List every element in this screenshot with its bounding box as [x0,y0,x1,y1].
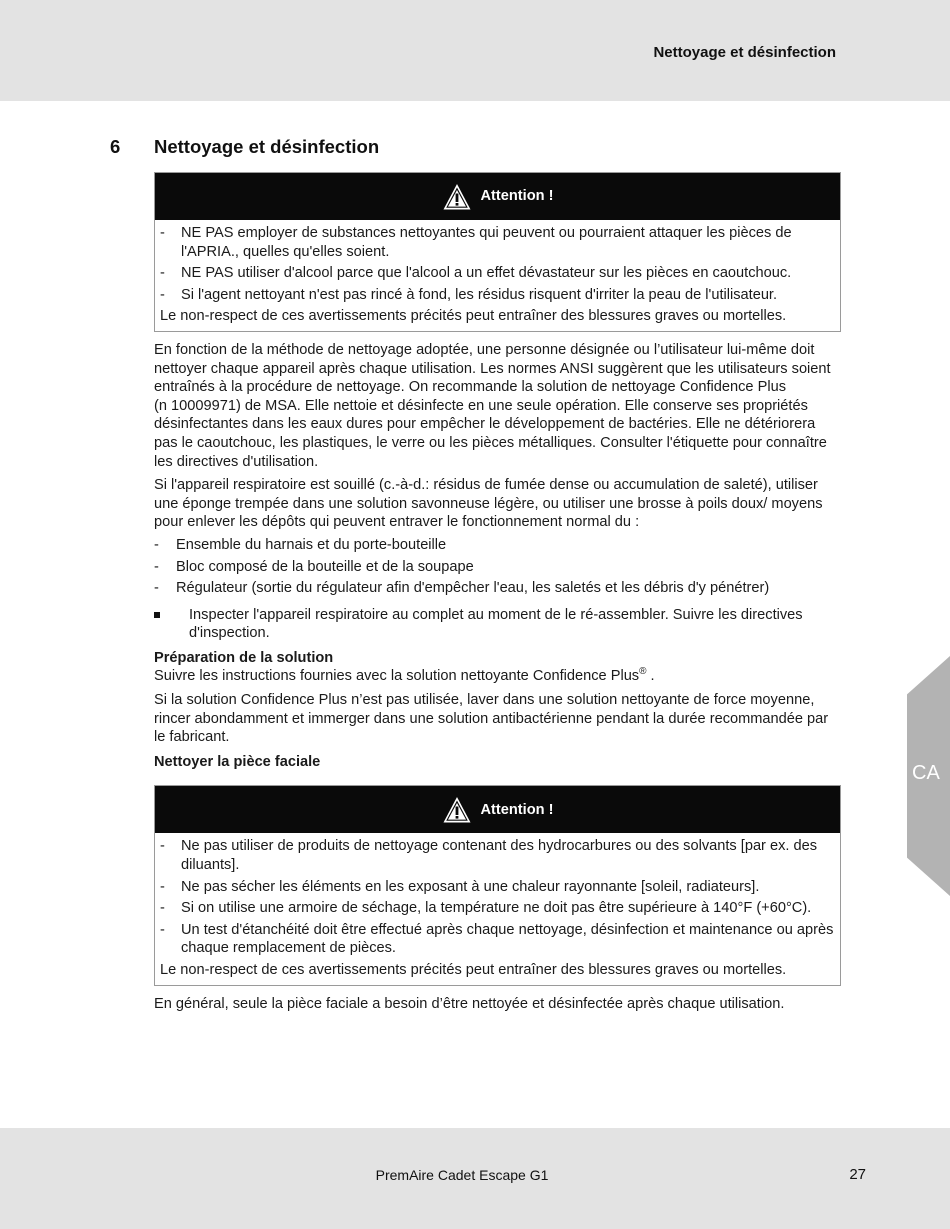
language-tab-label: CA [912,762,940,784]
warning-item: - Si on utilise une armoire de séchage, la température ne doit pas être supérieure à 140°F (+60°C). [160,900,812,917]
section-number: 6 [110,136,121,157]
warning-item: - Un test d'étanchéité doit être effectué après chaque nettoyage, désinfection et maintenance ou après chaque remplacement de pièces. [160,921,834,957]
action-bullet: Inspecter l'appareil respiratoire au complet au moment de le ré-assembler. Suivre les directives d'inspection. [154,606,841,643]
section-heading [110,136,379,158]
warning-header [155,173,840,220]
warning-triangle-icon [442,182,472,212]
running-header-title: Nettoyage et désinfection [653,44,836,61]
component-list [154,536,841,598]
list-item: - Bloc composé de la bouteille et de la soupape [154,558,474,575]
warning-footer-text: Le non-respect de ces avertissements précités peut entraîner des blessures graves ou mortelles. [160,308,787,325]
page-header [0,0,950,101]
warning-footer-text: Le non-respect de ces avertissements précités peut entraîner des blessures graves ou mortelles. [160,962,787,978]
subheading: Nettoyer la pièce faciale [154,753,321,770]
warning-triangle-icon [442,795,472,825]
list-item: - Ensemble du harnais et du porte-bouteille [154,536,447,553]
warning-body [155,833,840,984]
warning-item: - NE PAS employer de substances nettoyantes qui peuvent ou pourraient attaquer les pièces de l'APRIA., quelles qu'elles soient. [160,225,792,260]
body-paragraph: Suivre les instructions fournies avec la solution nettoyante Confidence Plus® . [154,665,655,685]
footer-product-name: PremAire Cadet Escape G1 [375,1167,549,1183]
body-paragraph: Si la solution Confidence Plus n’est pas utilisée, laver dans une solution nettoyante de force moyenne, rincer abondamment et immerger dans une solution antibactérienne pendant la durée recommandée par le fabricant. [154,692,829,746]
warning-box-1 [154,172,841,332]
page-footer [0,1128,950,1229]
section-title: Nettoyage et désinfection [154,136,380,157]
subheading: Préparation de la solution [154,649,334,666]
warning-item: - Ne pas sécher les éléments en les exposant à une chaleur rayonnante [soleil, radiateurs]. [160,878,760,895]
warning-label: Attention ! [480,188,554,205]
warning-label: Attention ! [480,801,554,818]
square-bullet-icon [154,612,160,618]
warning-body [155,220,840,331]
main-content [154,172,841,1013]
warning-header [155,786,840,833]
body-paragraph: En fonction de la méthode de nettoyage adoptée, une personne désignée ou l’utilisateur lui-même doit nettoyer chaque appareil après chaque utilisation. Les normes ANSI suggèrent que les utilisateurs soient entraînés à la procédure de nettoyage. On recommande la solution de nettoyage Confidence Plus (n 10009971) de MSA. Elle nettoie et désinfecte en une seule opération. Elle conserve ses propriétés désinfectantes dans les eaux dures pour empêcher le développement de bactéries. Elle ne détériorera pas le caoutchouc, les plastiques, le verre ou les pièces métalliques. Consulter l'étiquette pour connaître les directives d'utilisation. [154,341,831,470]
warning-item: - Si l'agent nettoyant n'est pas rincé à fond, les résidus risquent d'irriter la peau de l'utilisateur. [160,286,778,303]
warning-box-2 [154,785,841,985]
page-number: 27 [849,1166,866,1183]
warning-item: - NE PAS utiliser d'alcool parce que l'alcool a un effet dévastateur sur les pièces en caoutchouc. [160,265,792,282]
warning-item: - Ne pas utiliser de produits de nettoyage contenant des hydrocarbures ou des solvants [par ex. des diluants]. [160,838,818,874]
body-paragraph: Si l'appareil respiratoire est souillé (c.-à-d.: résidus de fumée dense ou accumulation de saleté), utiliser une éponge trempée dans une solution savonneuse légère, ou utiliser une brosse à poils doux/ moyens pour enlever les dépôts qui peuvent entraver le fonctionnement normal du : [154,477,823,531]
body-paragraph: En général, seule la pièce faciale a besoin d’être nettoyée et désinfectée après chaque utilisation. [154,995,785,1012]
list-item: - Régulateur (sortie du régulateur afin d'empêcher l'eau, les saletés et les débris d'y pénétrer) [154,580,770,597]
